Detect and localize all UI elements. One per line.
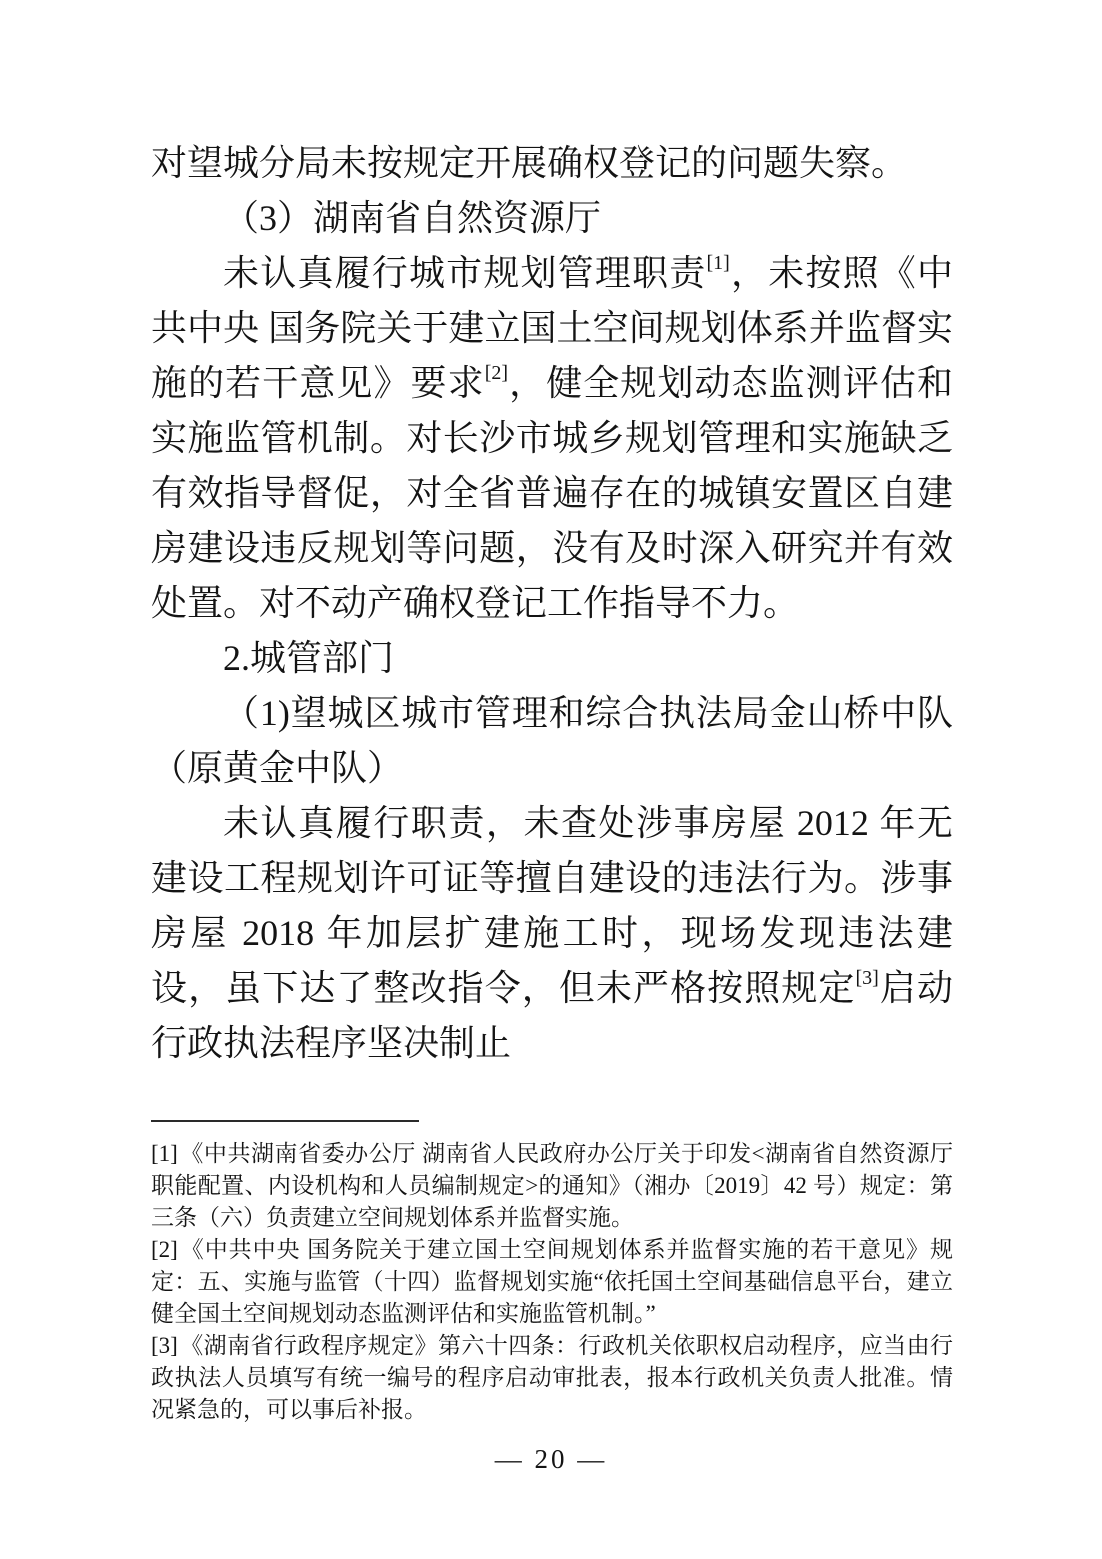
footnote-text: 《中共中央 国务院关于建立国土空间规划体系并监督实施的若干意见》规定：五、实施与监管（十四）监督规划实施“依托国土空间基础信息平台，建立健全国土空间规划动态监测评估和实施监管机制。” — [151, 1237, 953, 1326]
footnote-text: 《中共湖南省委办公厅 湖南省人民政府办公厅关于印发<湖南省自然资源厅职能配置、内设机构和人员编制规定>的通知》（湘办〔2019〕42 号）规定：第三条（六）负责建立空间规划体系并监督实施。 — [151, 1141, 953, 1230]
footnote-marker: [3] — [151, 1333, 178, 1358]
footnote-ref: [1] — [706, 252, 730, 274]
footnote-separator — [151, 1120, 419, 1122]
footnote-ref: [2] — [484, 362, 509, 384]
text-run: （1)望城区城市管理和综合执法局金山桥中队（原黄金中队） — [151, 693, 953, 788]
text-run: 未认真履行城市规划管理职责 — [223, 253, 707, 293]
footnote-marker: [1] — [151, 1141, 178, 1166]
paragraph-continuation — [151, 136, 953, 191]
footnote-text: 《湖南省行政程序规定》第六十四条：行政机关依职权启动程序，应当由行政执法人员填写有统一编号的程序启动审批表，报本行政机关负责人批准。情况紧急的，可以事后补报。 — [151, 1333, 953, 1422]
heading-jinshanqiao — [151, 686, 953, 796]
footnote-2 — [151, 1234, 953, 1330]
paragraph-jinshanqiao — [151, 796, 953, 1071]
document-body — [151, 136, 953, 1071]
footnote-3 — [151, 1330, 953, 1426]
text-run: 2.城管部门 — [223, 638, 395, 678]
text-run: 启动行政执法程序坚决制止 — [151, 968, 953, 1063]
text-run: （3）湖南省自然资源厅 — [223, 198, 602, 238]
footnotes-section — [151, 1138, 953, 1426]
heading-chengguan — [151, 631, 953, 686]
footnote-ref: [3] — [855, 967, 879, 989]
text-run: 对望城分局未按规定开展确权登记的问题失察。 — [151, 143, 908, 183]
text-run: 未认真履行职责，未查处涉事房屋 2012 年无建设工程规划许可证等擅自建设的违法行为。涉事房屋 2018 年加层扩建施工时，现场发现违法建设，虽下达了整改指令，但未严格按照规定 — [151, 803, 953, 1008]
paragraph-natural-resources — [151, 246, 953, 631]
text-run: ，未按照《中共中央 国务院关于建立国土空间规划体系并监督实施的若干意见》要求 — [151, 253, 953, 403]
page-number: — 20 — — [494, 1444, 608, 1474]
text-run: ，健全规划动态监测评估和实施监管机制。对长沙市城乡规划管理和实施缺乏有效指导督促，对全省普遍存在的城镇安置区自建房建设违反规划等问题，没有及时深入研究并有效处置。对不动产确权登记工作指导不力。 — [151, 363, 953, 623]
footnote-marker: [2] — [151, 1237, 178, 1262]
heading-section-3 — [151, 191, 953, 246]
footnote-1 — [151, 1138, 953, 1234]
